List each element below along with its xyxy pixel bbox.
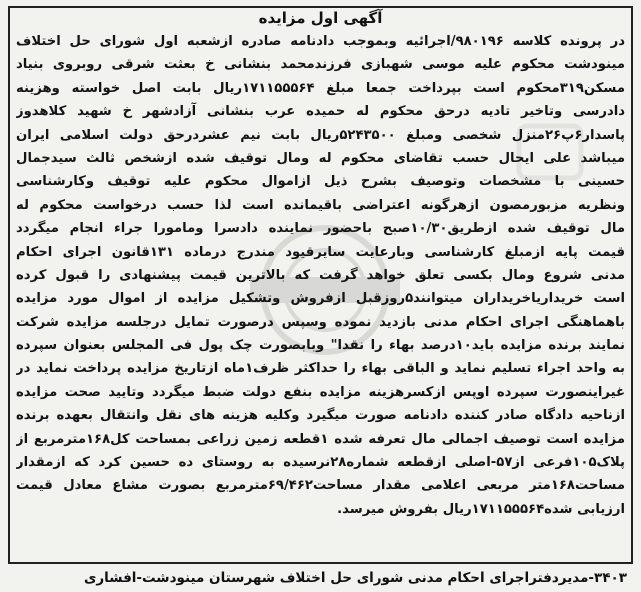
notice-title: آگهی اول مزایده xyxy=(258,9,383,27)
notice-line: مساحت۱۶۸متر مربعی اعلامی مقدار مساحت۶۹/۴۶۲مترمربع بصورت مشاع معادل قیمت xyxy=(16,478,625,494)
notice-line: نمایند برنده مزایده باید۱۰درصد بهاء را نقدا" وبابصورت چک پول فی المجلس بعنوان سپرده xyxy=(16,338,625,354)
notice-line: پلاک۱۰۵فرعی از۵۷-اصلی ازقطعه شماره۲۸نرسیده به روستای ده حسین کرد که ازمقدار xyxy=(16,455,625,471)
notice-line: مینودشت محکوم علیه موسی شهبازی فرزندمحمد بنشانی خ بعثت شرقی روبروی بنیاد xyxy=(16,57,625,73)
notice-footer-signature: ۳۴۰۳-مدیردفتراجرای احکام مدنی شورای حل اختلاف شهرستان مینودشت-افشاری xyxy=(84,570,627,586)
notice-line: مال توقیف شده ازطریق۱۰/۳۰صبح باحضور نماینده دادسرا ومامورا جراء انجام میگردد xyxy=(16,221,625,237)
notice-line: ارزیابی شده۱۷۱۱۵۵۵۶۴ریال بفروش میرسد. xyxy=(337,501,625,517)
notice-frame xyxy=(8,6,633,564)
notice-line: قیمت پایه ازمبلغ کارشناسی وبارعایت سایرقیود مندرج درماده ۱۳۱قانون اجرای احکام xyxy=(16,244,625,260)
notice-line: مدنی شروع ومال بکسی تعلق خواهد گرفت که بالاترین قیمت پیشنهادی را قبول کرده xyxy=(16,267,625,283)
notice-body xyxy=(16,30,625,521)
notice-line: غیراینصورت سپرده اوپس ازکسرهزینه مزایده بنفع دولت ضبط میگردد وتایید صحت مزایده xyxy=(16,384,625,400)
notice-line: میباشد علی ایحال حسب تقاضای محکوم له ومال توقیف شده ازشخص ثالث سیدجمال xyxy=(16,150,625,166)
notice-line: مزایده است توصیف اجمالی مال تعرفه شده ۱قطعه زمین زراعی بمساحت کل۱۶۸مترمربع از xyxy=(16,431,625,447)
notice-line: دادرسی وتاخیر تادیه درحق محکوم له حمیده عرب بنشانی آزادشهر خ شهید کلاهدوز xyxy=(16,104,625,120)
notice-line: باهماهنگی اجرای احکام مدنی بازدید نموده وسپس درصورت تمایل درجلسه مزایده شرکت xyxy=(16,314,625,330)
notice-line: به واحد اجراء تسلیم نماید و الباقی بهاء را حداکثر ظرف۱ماه ازتاریخ مزایده پرداخت نماید در xyxy=(16,361,625,377)
notice-line: ازناحیه دادگاه صادر کننده دادنامه صورت میگیرد وکلیه هزینه های نقل وانتقال بعهده برنده xyxy=(16,408,625,424)
notice-line: حسینی با مشخصات وتوصیف بشرح ذیل ازاموال محکوم علیه توقیف وکارشناسی xyxy=(16,174,625,190)
notice-line: پاسدار۶پ۲۶منزل شخصی ومبلغ ۵۲۴۳۵۰۰ریال بابت نیم عشردرحق دولت اسلامی ایران xyxy=(16,127,625,143)
notice-line: ونظریه مزبورمصون ازهرگونه اعتراضی باقیمانده است لذا حسب درخواست محکوم له xyxy=(16,197,625,213)
notice-line: در پرونده کلاسه ۹۸۰۱۹۶/اجرائیه وبموجب دادنامه صادره ازشعبه اول شورای حل اختلاف xyxy=(16,34,625,49)
notice-line: مسکن۳۱۹محکوم است بپرداخت جمعا مبلغ ۱۷۱۱۵۵۵۶۴ریال بابت اصل خواسته وهزینه xyxy=(16,80,625,96)
notice-line: است خریداریاخریداران میتوانند۵روزقبل ازفروش وتشکیل مزایده از اموال مورد مزایده xyxy=(16,291,625,307)
